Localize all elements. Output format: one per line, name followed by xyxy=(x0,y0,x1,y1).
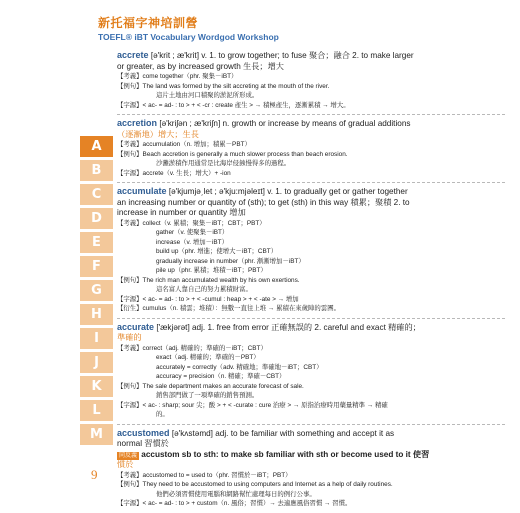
headword: accustomed xyxy=(117,427,170,438)
exam-meaning: 【考義】accustomed to = used to（phr. 習慣於－iBT；PBT） xyxy=(117,471,292,479)
exam-meaning: gradually increase in number（phr. 漸漸增加－iBT） xyxy=(156,257,305,265)
tab-l[interactable]: L xyxy=(80,400,113,421)
entries-column xyxy=(117,50,505,513)
tab-m[interactable]: M xyxy=(80,424,113,445)
book-title: 新托福字神培訓營 xyxy=(98,16,199,30)
tab-a[interactable]: A xyxy=(80,136,113,157)
exam-meaning: 【考義】accumulation（n. 增加；積累－PBT） xyxy=(117,141,251,148)
tab-d[interactable]: D xyxy=(80,208,113,229)
divider xyxy=(117,424,505,425)
headword: accretion xyxy=(117,118,158,128)
definition-cont: an increasing number or quantity of (sth); to get (sth) in this way 積累；聚積 2. to xyxy=(117,197,410,207)
etymology: 【字源】< ac- : sharp; sour 尖；酸 > + < -curate : cure 治療 > → 原指治療時用藥量精準 → 精確 xyxy=(117,401,388,409)
tab-c[interactable]: C xyxy=(80,184,113,205)
phrase: accustom sb to sth: to make sb familiar with sth or become used to it 使習 xyxy=(141,449,430,459)
definition: [ə'kʌstəmd] adj. to be familiar with something and accept it as xyxy=(171,428,395,438)
definition-cont: （逐漸地）增大；生長 xyxy=(117,129,199,139)
headword: accurate xyxy=(117,321,155,332)
etymology-cont: 的。 xyxy=(156,411,169,418)
exam-meaning: accuracy = precision（n. 精確；準確－CBT） xyxy=(156,373,286,380)
derivative: 【衍生】cumulus（n. 積雲；堆積）：無數一直往上堆 → 累積在來歲陣的雲團。 xyxy=(117,305,340,312)
exam-meaning: pile up（phr. 累積；堆積－iBT；PBT） xyxy=(156,267,267,274)
example-translation: 銷售部門做了一項準確的銷售預測。 xyxy=(156,392,259,399)
etymology: 【字源】< ac- = ad- : to > + custom（n. 風俗；習慣）→ 去適應風俗習慣 → 習慣。 xyxy=(117,500,352,507)
tab-f[interactable]: F xyxy=(80,256,113,277)
entry-accretion xyxy=(117,118,505,178)
example-translation: 這片土地由河口積聚的淤泥所形成。 xyxy=(156,92,259,99)
etymology: 【字源】< ac- = ad- : to > + < -cumul : heap > + < -ate > → 增加 xyxy=(117,295,299,303)
exam-meaning: 【考義】come together（phr. 聚集－iBT） xyxy=(117,73,238,80)
page-number: 9 xyxy=(91,467,98,482)
definition: [ə'krit ; æ'krit] v. 1. to grow together; to fuse 聚合；融合 2. to make larger xyxy=(150,51,414,60)
example-sentence: 【例句】The rich man accumulated wealth by his own exertions. xyxy=(117,276,300,284)
tab-k[interactable]: K xyxy=(80,376,113,397)
example-sentence: 【例句】They need to be accustomed to using computers and Internet as a help of daily routines. xyxy=(117,481,393,488)
example-translation: 他們必須習慣使用電腦和網路幫忙處理每日的例行公事。 xyxy=(156,490,316,498)
example-sentence: 【例句】The sale department makes an accurate forecast of sale. xyxy=(117,382,304,390)
entry-accrete xyxy=(117,50,505,110)
example-sentence: 【例句】The land was formed by the silt accreting at the mouth of the river. xyxy=(117,82,330,90)
exam-meaning: accurately = correctly（adv. 精確地；準確地－iBT；CBT） xyxy=(156,363,323,371)
tab-i[interactable]: I xyxy=(80,328,113,349)
exam-meaning: build up（phr. 增進；使增大－iBT；CBT） xyxy=(156,248,278,255)
exam-meaning: gather（v. 使聚集－iBT） xyxy=(156,229,229,236)
phrase-cont: 慣於 xyxy=(117,460,134,469)
exam-meaning: exact（adj. 精確的；準確的－PBT） xyxy=(156,354,260,361)
headword: accrete xyxy=(117,50,149,60)
exam-meaning: 【考義】collect（v. 累積；聚集－iBT；CBT；PBT） xyxy=(117,219,266,227)
example-translation: 沙灘淤積作用通常是比海岸侵蝕慢得多的過程。 xyxy=(156,160,291,167)
definition: [ə'kriʃən ; æ'kriʃn] n. growth or increase by means of gradual additions xyxy=(159,119,411,128)
tab-g[interactable]: G xyxy=(80,280,113,301)
exam-meaning: increase（v. 增加－iBT） xyxy=(156,238,228,246)
synonym-box-label: 同反義 xyxy=(119,452,138,459)
entry-accustomed xyxy=(117,428,505,509)
tab-h[interactable]: H xyxy=(80,304,113,325)
headword: accumulate xyxy=(117,186,167,196)
exam-meaning: 【考義】correct（adj. 精確的；準確的－iBT；CBT） xyxy=(117,344,267,352)
example-translation: 這名富人靠自己的努力累積財富。 xyxy=(156,286,252,293)
definition: ['ækjərət] adj. 1. free from error 正確無誤的 2. careful and exact 精確的； xyxy=(156,322,421,332)
divider xyxy=(117,318,505,319)
tab-j[interactable]: J xyxy=(80,352,113,373)
definition-cont: normal 習慣於 xyxy=(117,439,169,448)
book-subtitle: TOEFL® iBT Vocabulary Wordgod Workshop xyxy=(98,32,279,42)
definition-cont: or greater, as by increased growth 生長；增大 xyxy=(117,61,284,71)
entry-accumulate xyxy=(117,186,505,314)
alphabet-tabs xyxy=(80,136,113,448)
entry-accurate xyxy=(117,322,505,420)
tab-b[interactable]: B xyxy=(80,160,113,181)
divider xyxy=(117,182,505,183)
etymology: 【字源】accrete（v. 生長；增大）+ -ion xyxy=(117,169,231,177)
divider xyxy=(117,114,505,115)
definition: [ə'kjumjə͵let ; ə'kju:mjəleɪt] v. 1. to gradually get or gather together xyxy=(168,187,408,196)
tab-e[interactable]: E xyxy=(80,232,113,253)
definition-cont: 準確的 xyxy=(117,333,142,342)
etymology: 【字源】< ac- = ad- : to > + < -cr : create 產生 > → 積極產生，逐漸累積 → 增大。 xyxy=(117,101,350,109)
page-header xyxy=(98,14,279,42)
example-sentence: 【例句】Beach accretion is generally a much slower process than beach erosion. xyxy=(117,150,348,158)
definition-cont: increase in number or quantity 增加 xyxy=(117,208,246,217)
